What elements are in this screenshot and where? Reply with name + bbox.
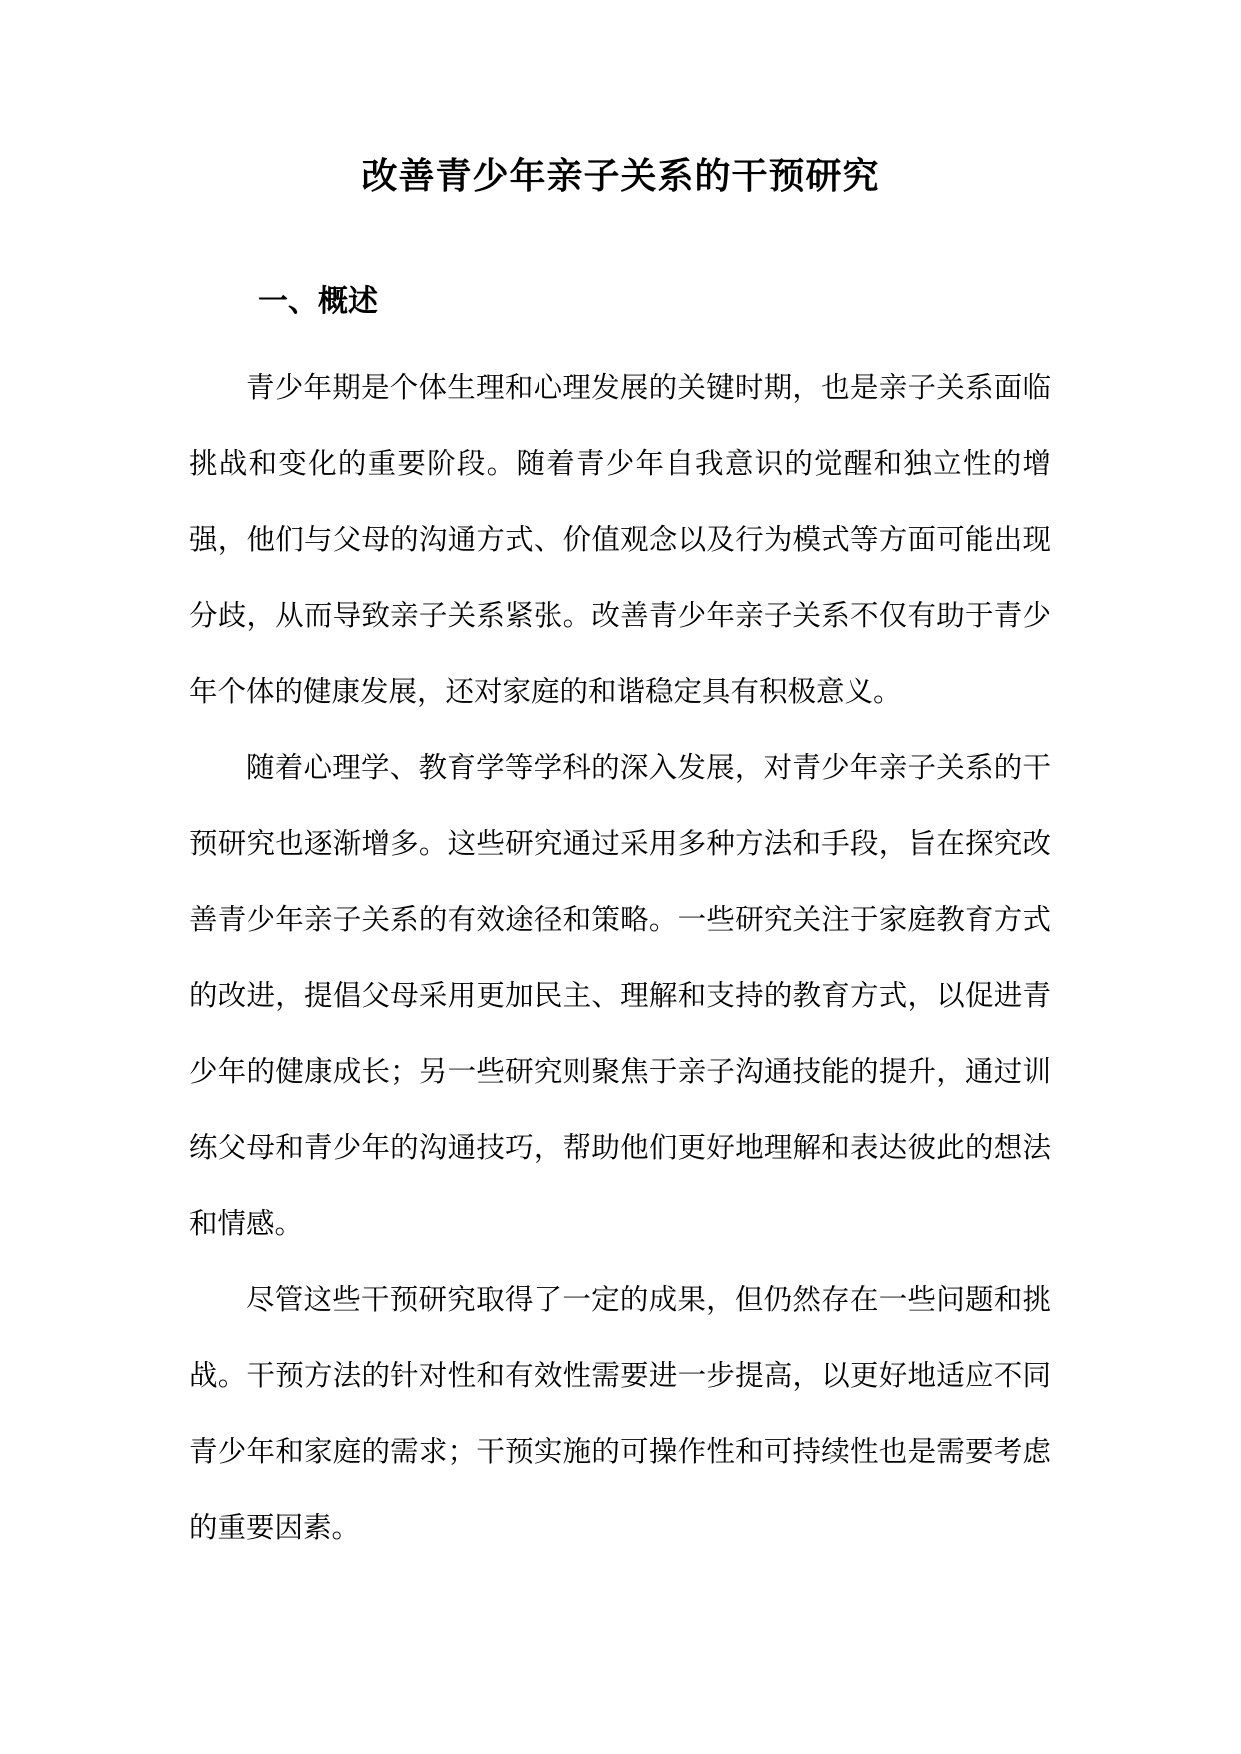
document-title: 改善青少年亲子关系的干预研究 [361, 155, 880, 197]
paragraph: 尽管这些干预研究取得了一定的成果，但仍然存在一些问题和挑战。干预方法的针对性和有效性需要进一步提高，以更好地适应不同青少年和家庭的需求；干预实施的可操作性和可持续性也是需要考虑的重要因素。 [189, 1283, 1051, 1544]
section-heading: 一、概述 [258, 284, 378, 319]
paragraph: 随着心理学、教育学等学科的深入发展，对青少年亲子关系的干预研究也逐渐增多。这些研究通过采用多种方法和手段，旨在探究改善青少年亲子关系的有效途径和策略。一些研究关注于家庭教育方式的改进，提倡父母采用更加民主、理解和支持的教育方式，以促进青少年的健康成长；另一些研究则聚焦于亲子沟通技能的提升，通过训练父母和青少年的沟通技巧，帮助他们更好地理解和表达彼此的想法和情感。 [189, 751, 1051, 1240]
paragraph: 青少年期是个体生理和心理发展的关键时期，也是亲子关系面临挑战和变化的重要阶段。随着青少年自我意识的觉醒和独立性的增强，他们与父母的沟通方式、价值观念以及行为模式等方面可能出现分歧，从而导致亲子关系紧张。改善青少年亲子关系不仅有助于青少年个体的健康发展，还对家庭的和谐稳定具有积极意义。 [189, 371, 1051, 708]
